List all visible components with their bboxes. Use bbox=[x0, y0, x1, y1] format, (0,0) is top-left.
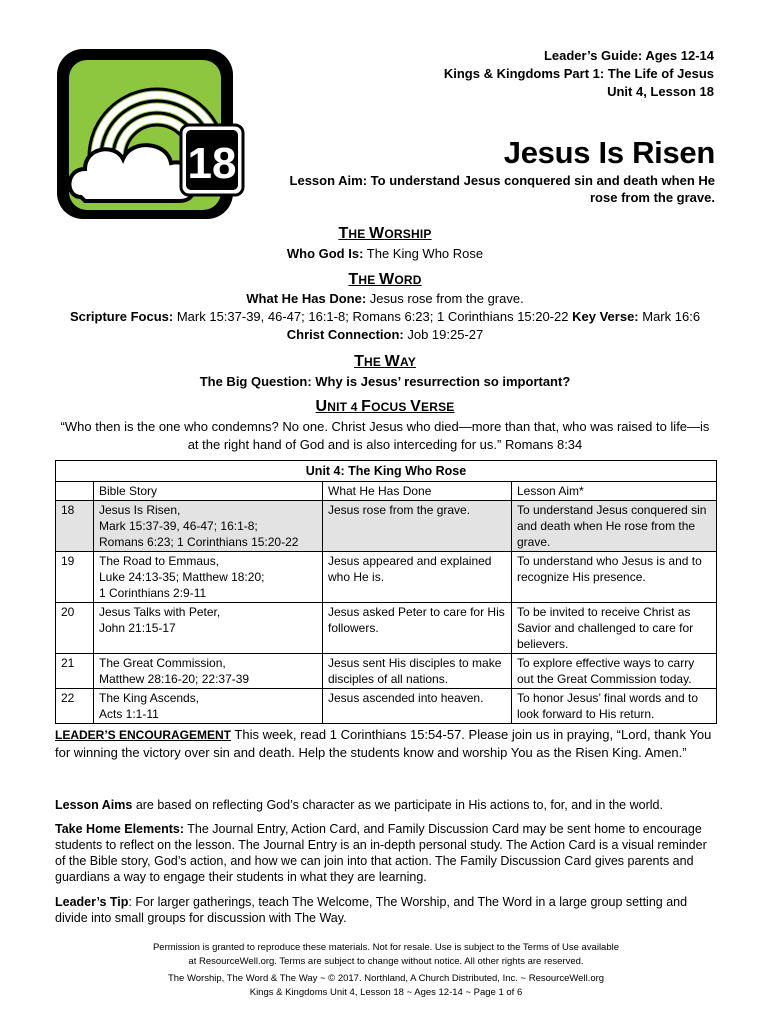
table-row bbox=[56, 654, 717, 689]
lesson-aim-cell: To understand Jesus conquered sin and death when He rose from the grave. bbox=[512, 501, 717, 552]
header-line-1: Leader’s Guide: Ages 12-14 bbox=[543, 48, 714, 63]
encouragement-label: LEADER’S ENCOURAGEMENT bbox=[55, 728, 232, 742]
bible-story-cell: The Great Commission, Matthew 28:16-20; 22:37-39 bbox=[94, 654, 323, 689]
christ-connection: Christ Connection: Job 19:25-27 bbox=[286, 327, 484, 342]
big-question: The Big Question: Why is Jesus’ resurrection so important? bbox=[199, 374, 571, 389]
leaders-encouragement bbox=[55, 726, 717, 762]
bible-story-cell: Jesus Talks with Peter, John 21:15-17 bbox=[94, 603, 323, 654]
take-home-elements: Take Home Elements: The Journal Entry, Action Card, and Family Discussion Card may be sent home to encourage students to reflect on the lesson. The Journal Entry is an in-depth personal study. The Action Card is a visual reminder of the Bible story, God’s action, and how we can join into that action. The Family Discussion Card gives parents and guardians a way to engage their students in what they are learning. bbox=[55, 822, 707, 884]
lesson-aim-cell: To understand who Jesus is and to recognize His presence. bbox=[512, 552, 717, 603]
lesson-number: 18 bbox=[187, 139, 237, 188]
page-title: Jesus Is Risen bbox=[503, 135, 715, 170]
unit-table bbox=[55, 460, 717, 724]
lesson-aim: Lesson Aim: To understand Jesus conquered sin and death when He rose from the grave. bbox=[289, 173, 715, 205]
lesson-number-cell: 22 bbox=[56, 689, 94, 724]
copyright-footer: The Worship, The Word & The Way ~ © 2017. Northland, A Church Distributed, Inc. ~ ResourceWell.org Kings & Kingdoms Unit 4, Lesson 18 ~ Ages 12-14 ~ Page 1 of 6 bbox=[167, 973, 605, 998]
lesson-aim-cell: To explore effective ways to carry out the Great Commission today. bbox=[512, 654, 717, 689]
lesson-logo bbox=[55, 47, 245, 232]
bible-story-cell: Jesus Is Risen, Mark 15:37-39, 46-47; 16:1-8; Romans 6:23; 1 Corinthians 15:20-22 bbox=[94, 501, 323, 552]
focus-verse-text: “Who then is the one who condemns? No one. Christ Jesus who died—more than that, who was raised to life—is at the right hand of God and is also interceding for us.” Romans 8:34 bbox=[60, 419, 710, 452]
way-section bbox=[40, 353, 730, 389]
rainbow-cloud-icon bbox=[55, 47, 245, 232]
who-god-is: Who God Is: The King Who Rose bbox=[286, 246, 484, 261]
word-section bbox=[40, 271, 730, 344]
lesson-number-cell: 20 bbox=[56, 603, 94, 654]
table-row bbox=[56, 603, 717, 654]
lesson-number-cell: 21 bbox=[56, 654, 94, 689]
table-row bbox=[56, 689, 717, 724]
lesson-number-cell: 19 bbox=[56, 552, 94, 603]
worship-section bbox=[40, 225, 730, 261]
table-header-row bbox=[56, 482, 717, 501]
lesson-aim-cell: To honor Jesus’ final words and to look forward to His return. bbox=[512, 689, 717, 724]
what-he-has-done: What He Has Done: Jesus rose from the grave. bbox=[246, 291, 524, 306]
scripture-focus: Scripture Focus: Mark 15:37-39, 46-47; 16:1-8; Romans 6:23; 1 Corinthians 15:20-22 Key Verse: Mark 16:6 bbox=[69, 309, 701, 324]
leaders-tip: Leader’s Tip: For larger gatherings, teach The Welcome, The Worship, and The Word in a large group setting and divide into small groups for discussion with The Way. bbox=[55, 895, 688, 925]
table-caption: Unit 4: The King Who Rose bbox=[56, 461, 717, 482]
worship-heading: THE WORSHIP bbox=[338, 225, 432, 242]
header-line-2: Kings & Kingdoms Part 1: The Life of Jesus bbox=[443, 66, 714, 81]
lesson-number-cell: 18 bbox=[56, 501, 94, 552]
word-heading: THE WORD bbox=[348, 271, 422, 288]
header-line-3: Unit 4, Lesson 18 bbox=[607, 84, 714, 99]
table-row bbox=[56, 552, 717, 603]
focus-verse-heading: UNIT 4 FOCUS VERSE bbox=[315, 398, 455, 415]
column-header: Bible Story bbox=[94, 482, 323, 501]
lesson-aim-cell: To be invited to receive Christ as Savior and challenged to care for believers. bbox=[512, 603, 717, 654]
what-he-has-done-cell: Jesus appeared and explained who He is. bbox=[323, 552, 512, 603]
what-he-has-done-cell: Jesus ascended into heaven. bbox=[323, 689, 512, 724]
column-header: Lesson Aim* bbox=[512, 482, 717, 501]
encouragement-text: This week, read 1 Corinthians 15:54-57. Please join us in praying, “Lord, thank You for winning the victory over sin and death. Help the students know and worship You as the Risen King. Amen.” bbox=[55, 727, 712, 760]
permission-footer: Permission is granted to reproduce these materials. Not for resale. Use is subject to the Terms of Use available at ResourceWell.org. Terms are subject to change without notice. All other rights are reserved. bbox=[152, 942, 620, 967]
what-he-has-done-cell: Jesus asked Peter to care for His followers. bbox=[323, 603, 512, 654]
column-header: What He Has Done bbox=[323, 482, 512, 501]
table-row bbox=[56, 501, 717, 552]
bible-story-cell: The King Ascends, Acts 1:1-11 bbox=[94, 689, 323, 724]
lesson-aims-note: Lesson Aims are based on reflecting God’s character as we participate in His actions to, for, and in the world. bbox=[55, 798, 663, 812]
bible-story-cell: The Road to Emmaus, Luke 24:13-35; Matthew 18:20; 1 Corinthians 2:9-11 bbox=[94, 552, 323, 603]
guide-header bbox=[444, 47, 714, 101]
what-he-has-done-cell: Jesus sent His disciples to make disciples of all nations. bbox=[323, 654, 512, 689]
what-he-has-done-cell: Jesus rose from the grave. bbox=[323, 501, 512, 552]
way-heading: THE WAY bbox=[354, 353, 416, 370]
